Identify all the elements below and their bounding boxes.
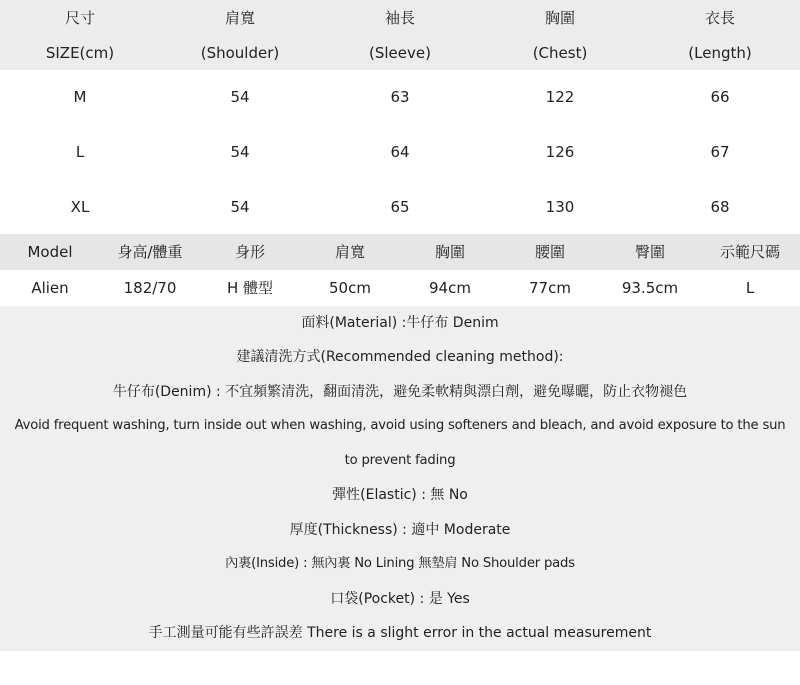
length-cell: 68 — [710, 197, 730, 216]
chest-cell: 122 — [545, 88, 575, 107]
header-chest: 胸圍 — [434, 243, 465, 262]
model-name-cell: Alien — [31, 278, 69, 297]
model-table-header — [0, 234, 800, 270]
size-cell: L — [75, 142, 85, 161]
size-table — [0, 0, 800, 234]
elastic-note: 彈性(Elastic) : 無 No — [332, 487, 468, 504]
length-cell: 67 — [710, 142, 730, 161]
model-table — [0, 234, 800, 306]
shoulder-cell: 54 — [230, 142, 250, 161]
header-hip: 臀圍 — [634, 243, 665, 262]
header-length-zh: 衣長 — [704, 9, 735, 27]
bottom-spacer — [0, 651, 800, 685]
size-header-en-row — [0, 35, 800, 70]
header-chest-zh: 胸圍 — [544, 9, 575, 27]
header-length-en: (Length) — [688, 43, 752, 62]
header-worn-size: 示範尺碼 — [719, 243, 780, 262]
worn-size-cell: L — [745, 278, 755, 297]
header-model: Model — [27, 242, 73, 261]
product-notes — [0, 306, 800, 651]
hip-cell: 93.5cm — [621, 278, 679, 297]
cleaning-title: 建議清洗方式(Recommended cleaning method): — [236, 349, 564, 366]
shoulder-cell: 54 — [230, 197, 250, 216]
waist-cell: 77cm — [529, 278, 571, 297]
header-shoulder-zh: 肩寬 — [224, 9, 255, 27]
header-waist: 腰圍 — [534, 243, 565, 262]
header-shoulder: 肩寬 — [334, 243, 365, 262]
size-header-zh-row — [0, 0, 800, 35]
table-row — [0, 270, 800, 306]
measurement-error-note: 手工測量可能有些許誤差 There is a slight error in the actual measurement — [148, 625, 652, 642]
cleaning-en-note-1: Avoid frequent washing, turn inside out when washing, avoid using softeners and bleach, and avoid exposure to the sun — [14, 418, 786, 434]
chest-cell: 126 — [545, 142, 575, 161]
table-row — [0, 70, 800, 125]
pocket-note: 口袋(Pocket) : 是 Yes — [330, 590, 470, 607]
header-size-zh: 尺寸 — [64, 9, 95, 27]
table-row — [0, 125, 800, 180]
sleeve-cell: 65 — [390, 197, 410, 216]
height-weight-cell: 182/70 — [123, 278, 177, 297]
sleeve-cell: 64 — [390, 142, 410, 161]
cleaning-zh-note: 牛仔布(Denim) : 不宜頻繁清洗，翻面清洗，避免柔軟精與漂白劑，避免曝曬，防止衣物褪色 — [112, 383, 688, 400]
size-cell: M — [73, 88, 87, 107]
body-type-cell: H 體型 — [226, 279, 274, 298]
header-chest-en: (Chest) — [532, 43, 588, 62]
size-table-header — [0, 0, 800, 70]
header-size-en: SIZE(cm) — [45, 43, 115, 62]
size-table-body — [0, 70, 800, 234]
cleaning-en-note-2: to prevent fading — [344, 452, 456, 468]
length-cell: 66 — [710, 88, 730, 107]
shoulder-cell: 54 — [230, 88, 250, 107]
size-cell: XL — [70, 197, 90, 216]
header-sleeve-zh: 袖長 — [384, 9, 415, 27]
material-note: 面料(Material) :牛仔布 Denim — [301, 314, 499, 331]
chest-cell: 130 — [545, 197, 575, 216]
shoulder-cell: 50cm — [329, 278, 371, 297]
header-sleeve-en: (Sleeve) — [369, 43, 431, 62]
chest-cell: 94cm — [429, 278, 471, 297]
table-row — [0, 179, 800, 234]
sleeve-cell: 63 — [390, 88, 410, 107]
header-height-weight: 身高/體重 — [117, 243, 183, 262]
thickness-note: 厚度(Thickness) : 適中 Moderate — [289, 521, 511, 538]
inside-note: 內裏(Inside) : 無內裏 No Lining 無墊肩 No Shoulder pads — [225, 556, 575, 572]
header-shoulder-en: (Shoulder) — [200, 43, 280, 62]
header-body-type: 身形 — [234, 243, 265, 262]
